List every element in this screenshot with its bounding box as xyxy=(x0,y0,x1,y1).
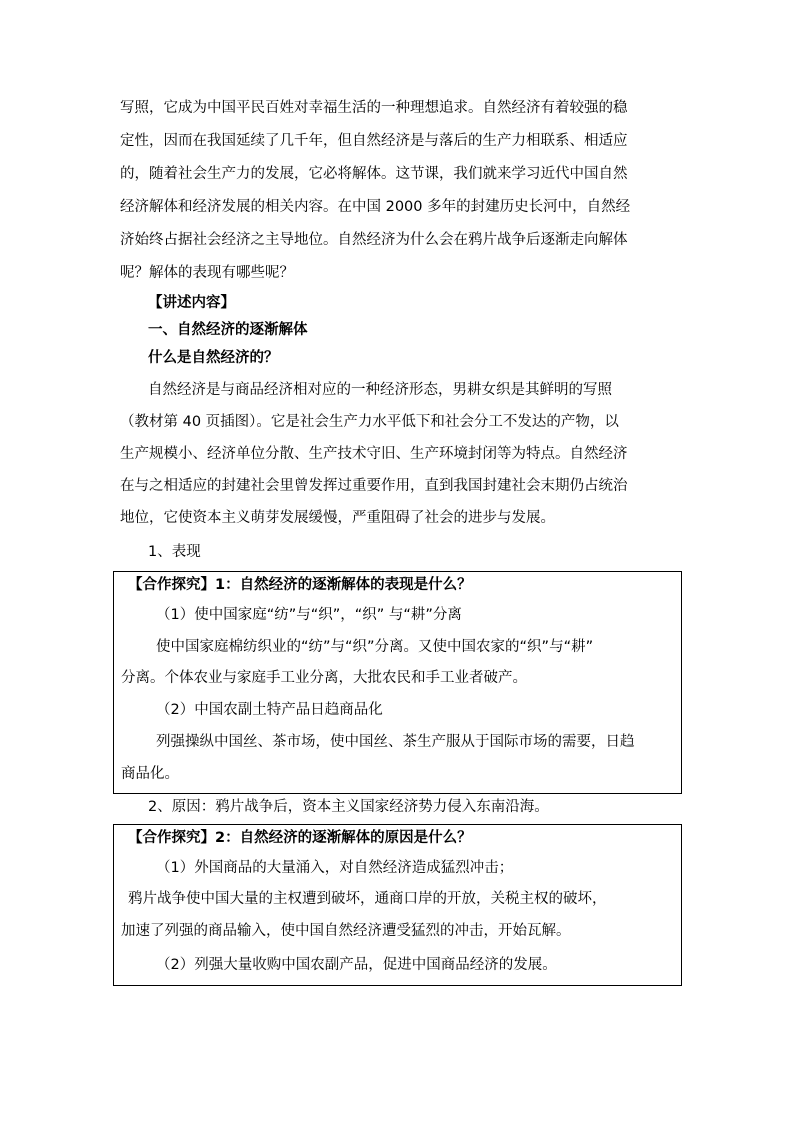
box-line: （1）使中国家庭“纺”与“织”，“织” 与“耕”分离 xyxy=(156,607,462,623)
text-line: 地位，它使资本主义萌芽发展缓慢，严重阻碍了社会的进步与发展。 xyxy=(120,510,555,526)
box-line: （1）外国商品的大量涌入，对自然经济造成猛烈冲击； xyxy=(156,860,514,876)
text-line: 在与之相适应的封建社会里曾发挥过重要作用，直到我国封建社会末期仍占统治 xyxy=(120,478,628,494)
box-line: 鸦片战争使中国大量的主权遭到破坏，通商口岸的开放，关税主权的破坏， xyxy=(128,891,607,907)
box-line: （2）中国农副土特产品日趋商品化 xyxy=(156,702,383,718)
item-heading: 2、原因：鸦片战争后，资本主义国家经济势力侵入东南沿海。 xyxy=(148,799,549,815)
box-title: 【合作探究】1：自然经济的逐渐解体的表现是什么？ xyxy=(128,577,472,593)
text-line: 经济解体和经济发展的相关内容。在中国 2000 多年的封建历史长河中，自然经 xyxy=(120,199,631,215)
text-line: 呢？解体的表现有哪些呢？ xyxy=(120,265,294,281)
box-line: 加速了列强的商品输入，使中国自然经济遭受猛烈的冲击，开始瓦解。 xyxy=(121,923,571,939)
cooperative-inquiry-box-2 xyxy=(113,824,682,986)
text-line: 的，随着社会生产力的发展，它必将解体。这节课，我们就来学习近代中国自然 xyxy=(120,166,628,182)
cooperative-inquiry-box-1 xyxy=(113,571,682,794)
question-heading: 什么是自然经济的？ xyxy=(148,350,279,366)
box-title: 【合作探究】2：自然经济的逐渐解体的原因是什么？ xyxy=(128,830,472,846)
box-line: 使中国家庭棉纺织业的“纺”与“织”分离。又使中国农家的“织”与“耕” xyxy=(156,639,594,655)
item-heading: 1、表现 xyxy=(148,544,201,560)
box-line: 商品化。 xyxy=(121,766,179,782)
box-line: （2）列强大量收购中国农副产品，促进中国商品经济的发展。 xyxy=(156,957,557,973)
section-heading: 【讲述内容】 xyxy=(148,295,235,311)
text-line: 济始终占据社会经济之主导地位。自然经济为什么会在鸦片战争后逐渐走向解体 xyxy=(120,232,628,248)
text-line: （教材第 40 页插图）。它是社会生产力水平低下和社会分工不发达的产物，以 xyxy=(120,414,619,430)
text-line: 写照，它成为中国平民百姓对幸福生活的一种理想追求。自然经济有着较强的稳 xyxy=(120,100,628,116)
text-line: 生产规模小、经济单位分散、生产技术守旧、生产环境封闭等为特点。自然经济 xyxy=(120,446,628,462)
text-line: 自然经济是与商品经济相对应的一种经济形态，男耕女织是其鲜明的写照 xyxy=(148,382,612,398)
text-line: 定性，因而在我国延续了几千年，但自然经济是与落后的生产力相联系、相适应 xyxy=(120,133,628,149)
box-line: 列强操纵中国丝、茶市场，使中国丝、茶生产服从于国际市场的需要，日趋 xyxy=(156,734,635,750)
box-line: 分离。个体农业与家庭手工业分离，大批农民和手工业者破产。 xyxy=(121,670,527,686)
section-title: 一、自然经济的逐渐解体 xyxy=(148,322,308,338)
